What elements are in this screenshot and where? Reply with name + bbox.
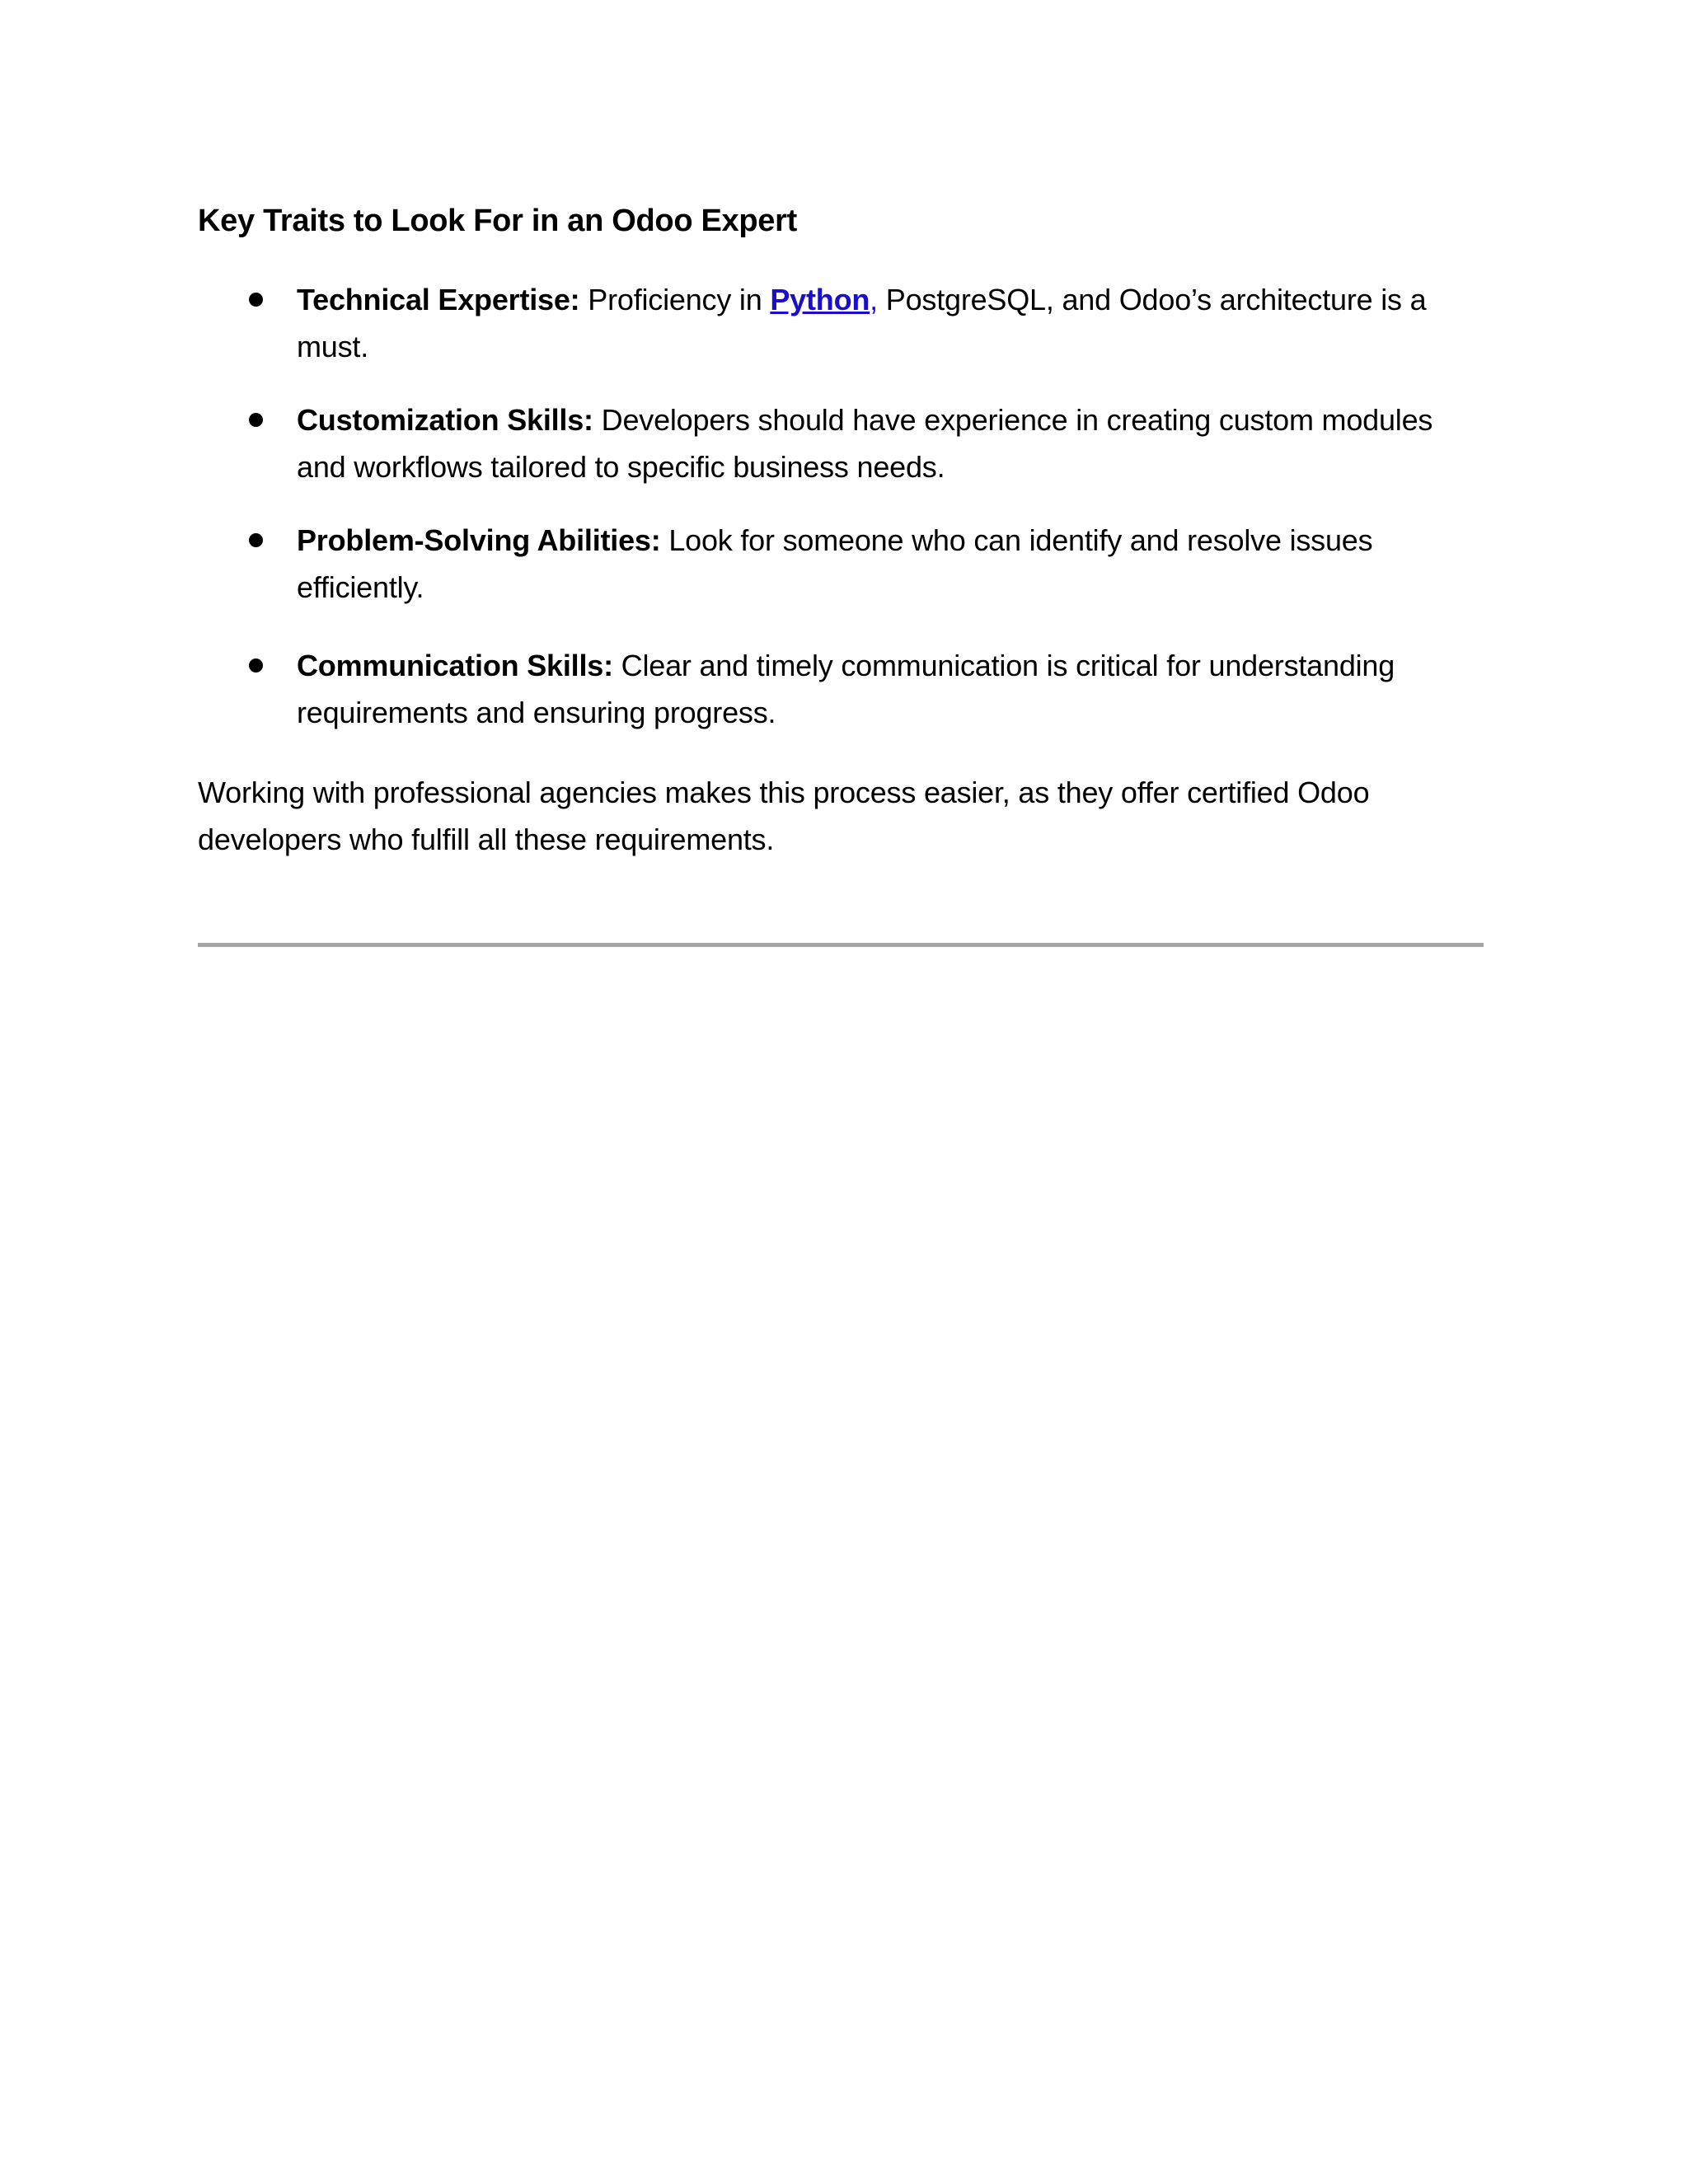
list-item-technical-expertise (198, 276, 1484, 370)
section-heading: Key Traits to Look For in an Odoo Expert (198, 204, 797, 238)
link-comma: , (870, 283, 878, 316)
traits-list (198, 276, 1484, 762)
list-item-customization-skills (198, 396, 1484, 490)
trait-text: Developers should have experience in creating custom modules and workflows tailored to specific business needs. (297, 403, 1433, 484)
horizontal-divider (198, 943, 1484, 947)
list-item-communication-skills (198, 642, 1484, 736)
trait-label: Problem-Solving Abilities: (297, 523, 661, 557)
python-link[interactable]: Python (770, 283, 870, 316)
trait-label: Technical Expertise: (297, 283, 580, 316)
trait-text: Clear and timely communication is critical for understanding requirements and ensuring progress. (297, 649, 1395, 729)
bullet-icon (249, 413, 263, 427)
trait-text-continued: PostgreSQL, and Odoo’s architecture is a must. (297, 283, 1427, 363)
bullet-icon (249, 293, 263, 307)
bullet-icon (249, 533, 263, 547)
trait-text: Proficiency in (579, 283, 771, 316)
trait-text: Look for someone who can identify and resolve issues efficiently. (297, 523, 1373, 604)
closing-paragraph: Working with professional agencies makes this process easier, as they offer certified Odoo developers who fulfill all these requirements. (198, 776, 1370, 856)
trait-label: Communication Skills: (297, 649, 613, 682)
bullet-icon (249, 658, 263, 673)
trait-label: Customization Skills: (297, 403, 593, 437)
list-item-problem-solving (198, 517, 1484, 611)
